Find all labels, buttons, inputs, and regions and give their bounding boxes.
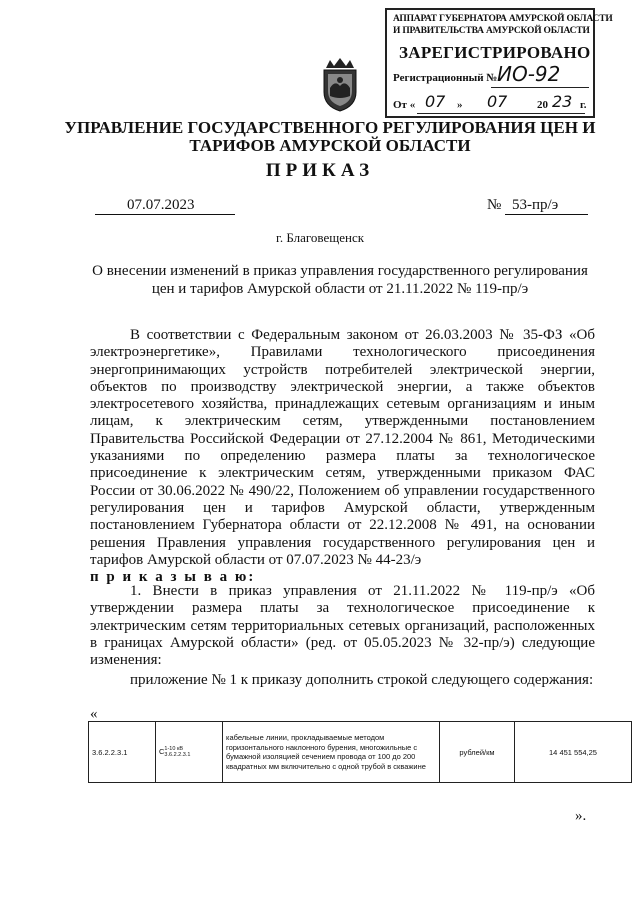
coat-of-arms-emblem [318,58,362,112]
table-cell-unit: рублей/км [440,722,515,783]
stamp-year: 23 [552,92,573,111]
city: г. Благовещенск [275,230,365,245]
table-cell-description: кабельные линии, прокладываемые методом горизонтального наклонного бурения, многожильные с бумажной изоляцией сечением провода от 100 до 200 квадратных мм включительно с одной трубой в скважине [223,722,440,783]
table-cell-code: 3.6.2.2.3.1 [89,722,156,783]
open-quote: « [90,706,98,722]
stamp-day: 07 [425,92,446,111]
stamp-line-2: И ПРАВИТЕЛЬСТВА АМУРСКОЙ ОБЛАСТИ [393,26,590,36]
table-cell-value: 14 451 554,25 [515,722,632,783]
preamble-paragraph [90,327,595,569]
stamp-date-underline [417,113,585,114]
order-word: п р и к а з ы в а ю: [90,569,256,585]
tariff-table [88,721,632,783]
rate-symbol: C [159,746,165,756]
registration-stamp [385,8,613,118]
stamp-from-label: От « [393,99,416,111]
date-underline [95,214,235,215]
stamp-year-end: г. [580,99,587,111]
rate-subscript: 3.6.2.2.3.1 [164,752,191,758]
preamble-text: В соответствии с Федеральным законом от 26.03.2003 № 35-ФЗ «Об электроэнергетике», Правилами технологического присоединения энергопринимающих устройств потребителей электрической энергии, объектов по производству электрической энергии, а также объектов электросетевого хозяйства, принадлежащих сетевым организациям и иным лицам, к электрическим сетям, утвержденными постановлением Правительства Российской Федерации от 27.12.2004 № 861, Методическими указаниями по определению размера платы за технологическое присоединение к электрическим сетям, утвержденными приказом ФАС России от 30.06.2022 № 490/22, Положением об управлении государственного регулирования цен и тарифов Амурской области, утвержденным постановлением Губернатора области от 22.12.2008 № 491, на основании решения Правления управления государственного регулирования цен и тарифов Амурской области от 07.07.2023 № 44-23/э [90,327,595,568]
number-underline [505,214,588,215]
table-cell-rate [156,722,223,783]
document-number: 53-пр/э [512,197,559,213]
stamp-registration-label: Регистрационный № [393,72,498,84]
rate-superscript: 1-10 кВ [164,746,184,752]
stamp-registration-number: ИО-92 [497,62,561,86]
stamp-line-1: АППАРАТ ГУБЕРНАТОРА АМУРСКОЙ ОБЛАСТИ [393,14,613,24]
document-subject: О внесении изменений в приказ управления государственного регулирования цен и тарифов Амурской области от 21.11.2022 № 119-пр/э [92,263,588,297]
table-row [89,722,632,783]
stamp-year-prefix: 20 [537,99,548,111]
organization-name-line-1: УПРАВЛЕНИЕ ГОСУДАРСТВЕННОГО РЕГУЛИРОВАНИЯ ЦЕН И [64,118,596,137]
stamp-month-separator: » [457,99,463,111]
number-sign: № [487,197,502,213]
stamp-month: 07 [487,92,508,111]
appendix-paragraph: приложение № 1 к приказу дополнить строкой следующего содержания: [130,672,594,688]
document-date: 07.07.2023 [127,197,195,213]
stamp-title: ЗАРЕГИСТРИРОВАНО [399,43,591,62]
stamp-underline [491,87,589,88]
organization-name-line-2: ТАРИФОВ АМУРСКОЙ ОБЛАСТИ [189,136,471,155]
close-quote: ». [575,808,587,824]
item-1-paragraph: 1. Внести в приказ управления от 21.11.2022 № 119-пр/э «Об утверждении размера платы за технологическое присоединение к электрическим сетям территориальных сетевых организаций, расположенных в границах Амурской области» (ред. от 05.05.2023 № 32-пр/э) следующие изменения: [90,583,595,669]
document-type: ПРИКАЗ [265,160,375,181]
